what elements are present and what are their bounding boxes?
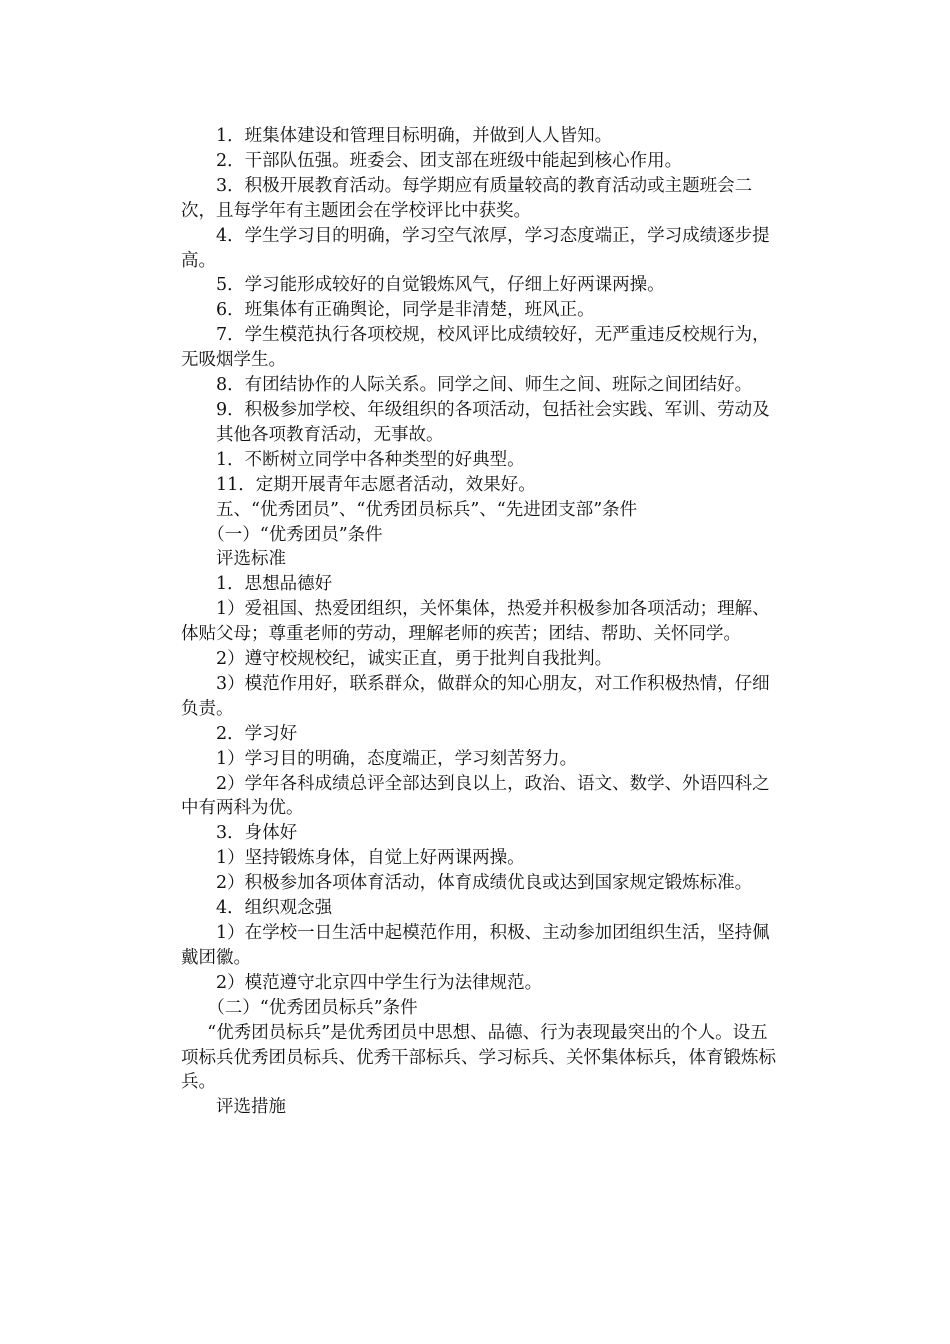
subheading: 评选措施 <box>216 1097 286 1118</box>
paragraph: 2．学习好 <box>216 723 298 744</box>
paragraph: 7．学生模范执行各项校规，校风评比成绩较好，无严重违反校规行为，无吸烟学生。 <box>181 325 770 371</box>
subheading: 评选标准 <box>216 549 286 570</box>
paragraph: 2）积极参加各项体育活动，体育成绩优良或达到国家规定锻炼标准。 <box>216 873 753 894</box>
paragraph: 1）学习目的明确，态度端正，学习刻苦努力。 <box>216 748 578 769</box>
paragraph: 2）遵守校规校纪，诚实正直，勇于批判自我批判。 <box>216 649 613 670</box>
paragraph: 4．学生学习目的明确，学习空气浓厚，学习态度端正，学习成绩逐步提高。 <box>181 225 770 271</box>
paragraph: 2）学年各科成绩总评全部达到良以上，政治、语文、数学、外语四科之中有两科为优。 <box>181 773 770 819</box>
paragraph: 3）模范作用好，联系群众，做群众的知心朋友，对工作积极热情，仔细负责。 <box>181 673 770 719</box>
paragraph: “优秀团员标兵”是优秀团员中思想、品德、行为表现最突出的个人。设五项标兵优秀团员标兵、优秀干部标兵、学习标兵、关怀集体标兵，体育锻炼标兵。 <box>181 1022 776 1093</box>
paragraph: 1．不断树立同学中各种类型的好典型。 <box>216 449 525 470</box>
paragraph: 1．思想品德好 <box>216 574 333 595</box>
paragraph: 2）模范遵守北京四中学生行为法律规范。 <box>216 972 543 993</box>
subsection-heading: （二）“优秀团员标兵”条件 <box>207 997 418 1018</box>
paragraph: 9．积极参加学校、年级组织的各项活动，包括社会实践、军训、劳动及 <box>216 399 770 420</box>
paragraph: 4．组织观念强 <box>216 898 333 919</box>
paragraph: 8．有团结协作的人际关系。同学之间、师生之间、班际之间团结好。 <box>216 375 753 396</box>
paragraph: 5．学习能形成较好的自觉锻炼风气，仔细上好两课两操。 <box>216 275 665 296</box>
paragraph: 2．干部队伍强。班委会、团支部在班级中能起到核心作用。 <box>216 150 683 171</box>
paragraph: 1）爱祖国、热爱团组织，关怀集体，热爱并积极参加各项活动；理解、体贴父母；尊重老师的劳动，理解老师的疾苦；团结、帮助、关怀同学。 <box>181 599 770 645</box>
paragraph: 1．班集体建设和管理目标明确，并做到人人皆知。 <box>216 126 613 146</box>
paragraph: 6．班集体有正确舆论，同学是非清楚，班风正。 <box>216 300 595 321</box>
subsection-heading: （一）“优秀团员”条件 <box>207 524 383 545</box>
paragraph: 3．积极开展教育活动。每学期应有质量较高的教育活动或主题班会二次，且每学年有主题团会在学校评比中获奖。 <box>181 175 753 221</box>
section-heading: 五、“优秀团员”、“优秀团员标兵”、“先进团支部”条件 <box>216 499 638 520</box>
paragraph: 其他各项教育活动，无事故。 <box>216 424 444 445</box>
paragraph: 1）在学校一日生活中起模范作用，积极、主动参加团组织生活，坚持佩戴团徽。 <box>181 923 770 968</box>
document-body <box>181 124 781 1120</box>
paragraph: 1）坚持锻炼身体，自觉上好两课两操。 <box>216 848 525 869</box>
paragraph: 3．身体好 <box>216 823 298 844</box>
paragraph: 11．定期开展青年志愿者活动，效果好。 <box>216 474 536 495</box>
